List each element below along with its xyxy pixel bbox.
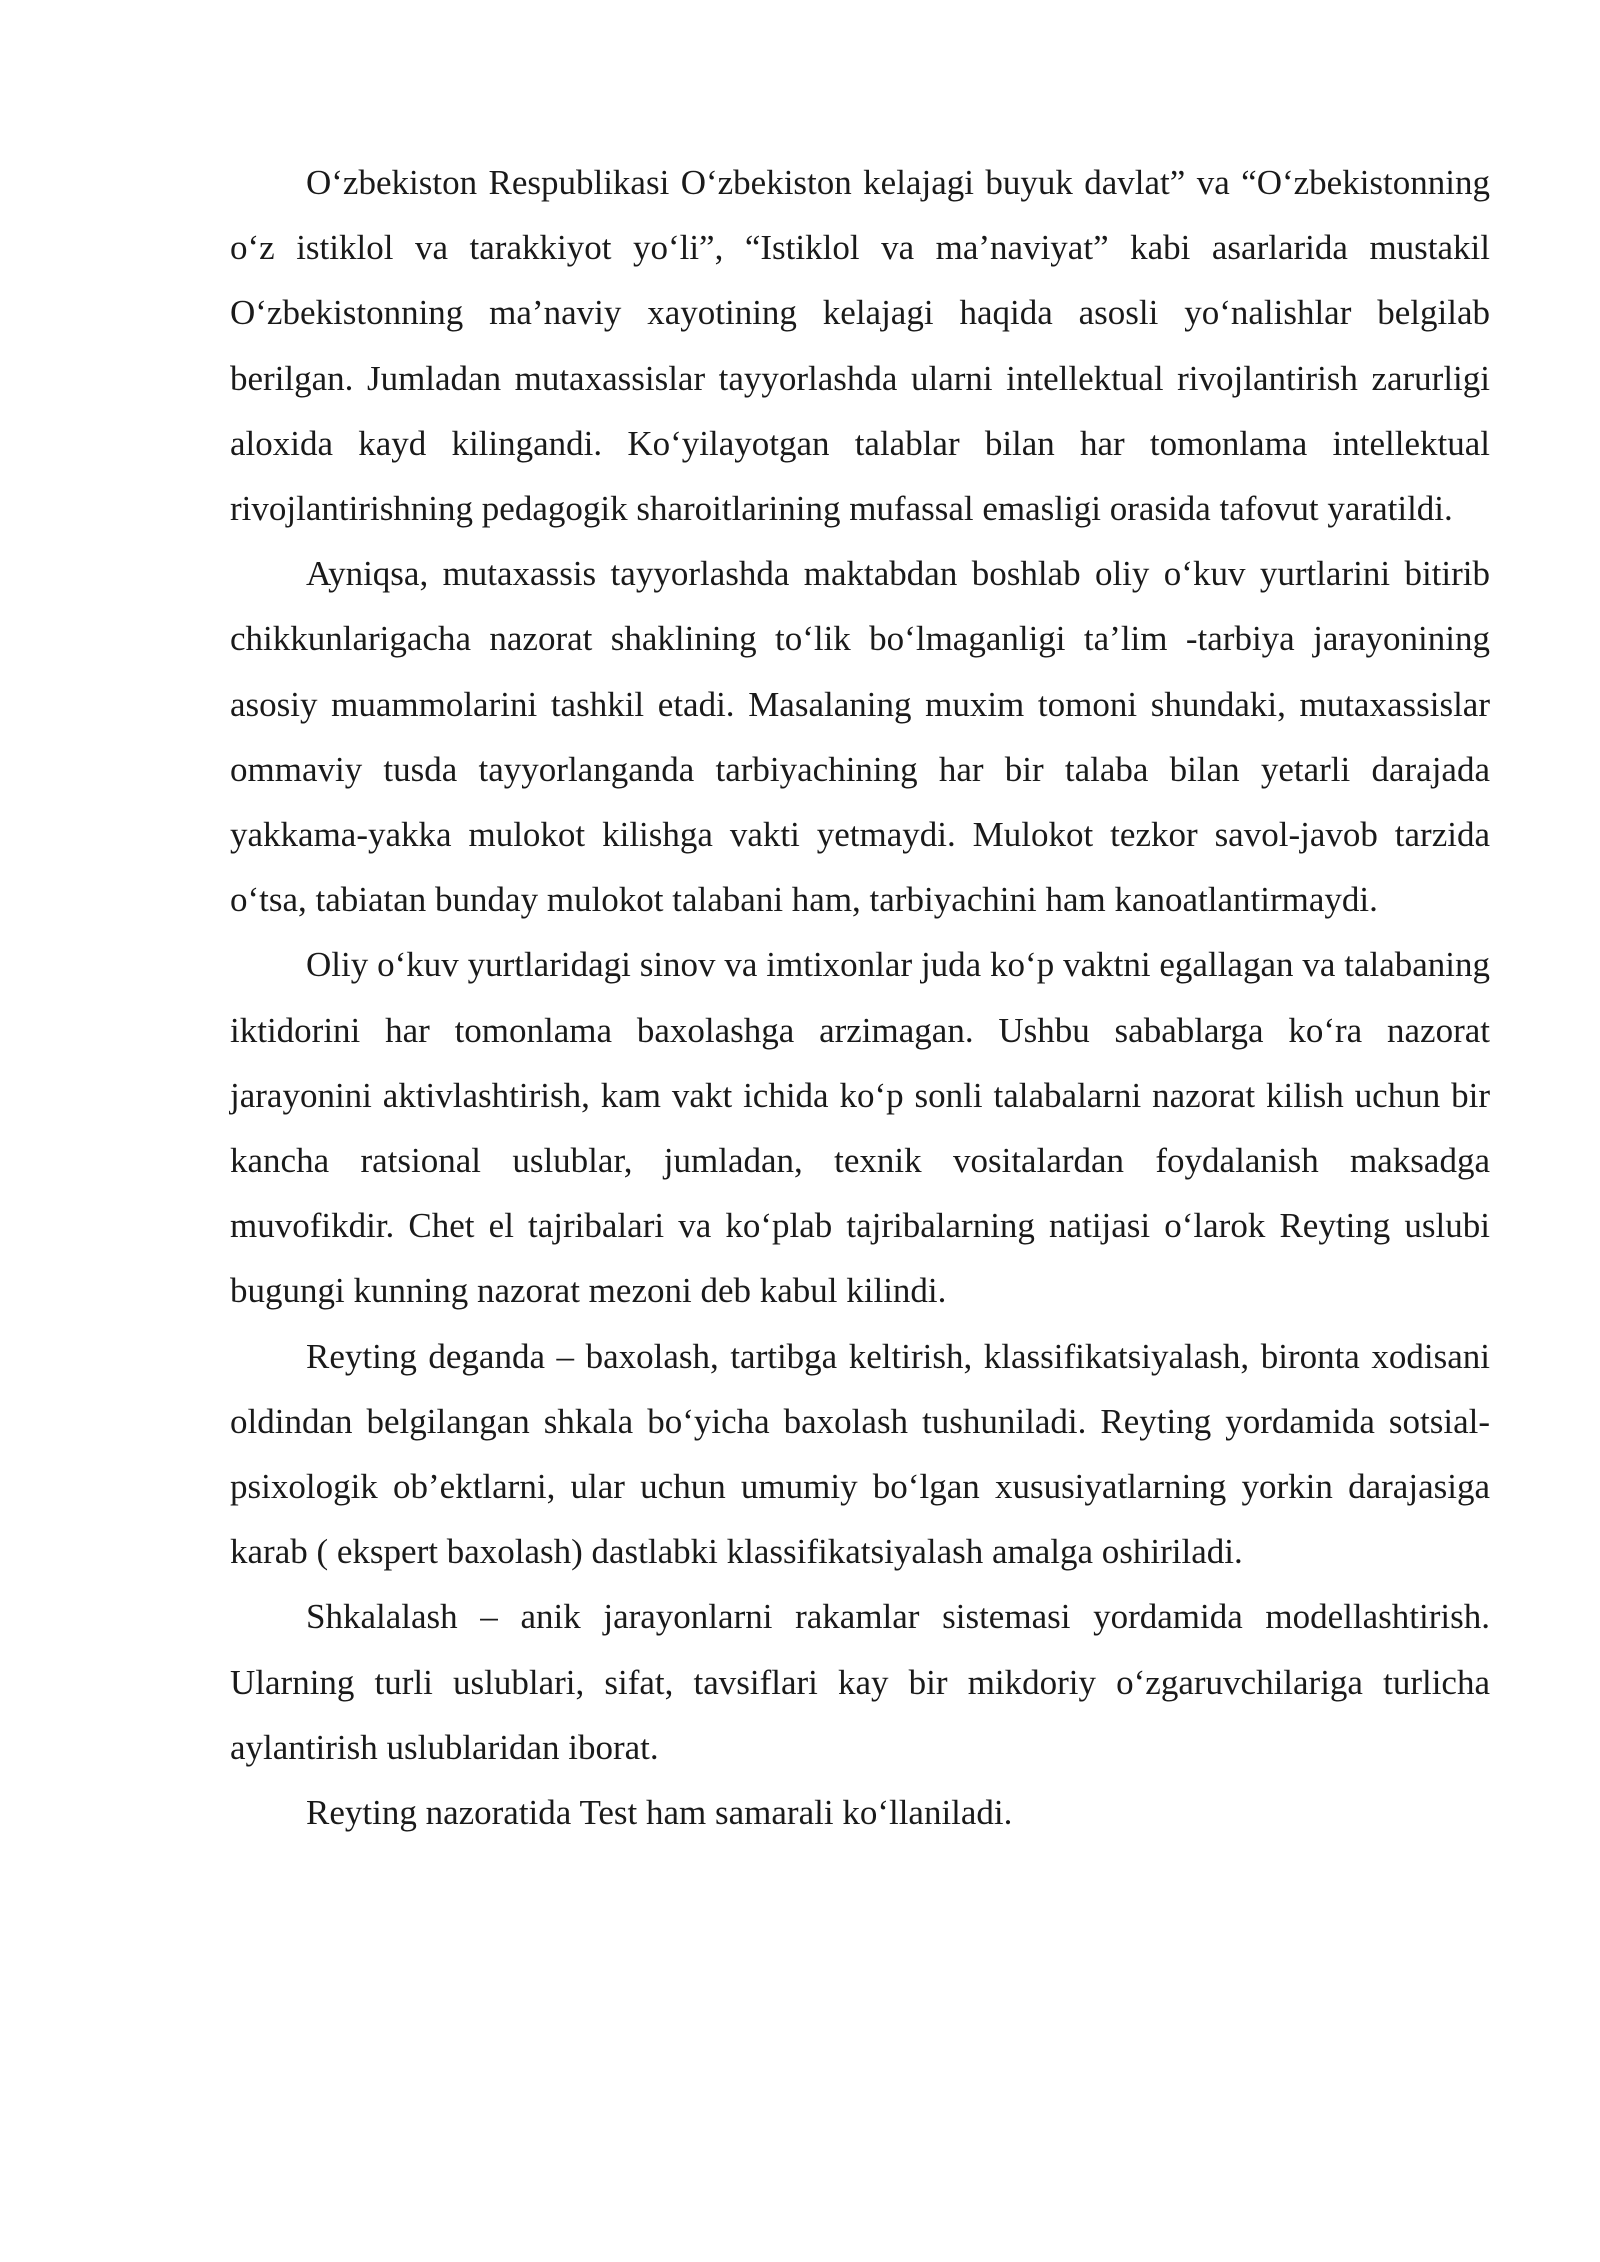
paragraph: Reyting deganda – baxolash, tartibga keltirish, klassifikatsiyalash, bironta xodisani oldindan belgilangan shkala bo‘yicha baxolash tushuniladi. Reyting yordamida sotsial-psixologik ob’ektlarni, ular uchun umumiy bo‘lgan xususiyatlarning yorkin darajasiga karab ( ekspert baxolash) dastlabki klassifikatsiyalash amalga oshiriladi. [230, 1336, 1490, 1572]
paragraph: Reyting nazoratida Test ham samarali ko‘llaniladi. [306, 1793, 1013, 1833]
paragraph: Shkalalash – anik jarayonlarni rakamlar sistemasi yordamida modellashtirish. Ularning turli uslublari, sifat, tavsiflari kay bir mikdoriy o‘zgaruvchilariga turlicha aylantirish uslublaridan iborat. [230, 1597, 1490, 1767]
paragraph: O‘zbekiston Respublikasi O‘zbekiston kelajagi buyuk davlat” va “O‘zbekistonning o‘z istiklol va tarakkiyot yo‘li”, “Istiklol va ma’naviyat” kabi asarlarida mustakil O‘zbekistonning ma’naviy xayotining kelajagi haqida asosli yo‘nalishlar belgilab berilgan. Jumladan mutaxassislar tayyorlashda ularni intellektual rivojlantirish zarurligi aloxida kayd kilingandi. Ko‘yilayotgan talablar bilan har tomonlama intellektual rivojlantirishning pedagogik sharoitlarining mufassal emasligi orasida tafovut yaratildi. [230, 163, 1490, 529]
document-body [230, 150, 1490, 1845]
paragraph: Oliy o‘kuv yurtlaridagi sinov va imtixonlar juda ko‘p vaktni egallagan va talabaning iktidorini har tomonlama baxolashga arzimagan. Ushbu sabablarga ko‘ra nazorat jarayonini aktivlashtirish, kam vakt ichida ko‘p sonli talabalarni nazorat kilish uchun bir kancha ratsional uslublar, jumladan, texnik vositalardan foydalanish maksadga muvofikdir. Chet el tajribalari va ko‘plab tajribalarning natijasi o‘larok Reyting uslubi bugungi kunning nazorat mezoni deb kabul kilindi. [230, 945, 1490, 1311]
paragraph: Ayniqsa, mutaxassis tayyorlashda maktabdan boshlab oliy o‘kuv yurtlarini bitirib chikkunlarigacha nazorat shaklining to‘lik bo‘lmaganligi ta’lim -tarbiya jarayonining asosiy muammolarini tashkil etadi. Masalaning muxim tomoni shundaki, mutaxassislar ommaviy tusda tayyorlanganda tarbiyachining har bir talaba bilan yetarli darajada yakkama-yakka mulokot kilishga vakti yetmaydi. Mulokot tezkor savol-javob tarzida o‘tsa, tabiatan bunday mulokot talabani ham, tarbiyachini ham kanoatlantirmaydi. [230, 554, 1490, 920]
